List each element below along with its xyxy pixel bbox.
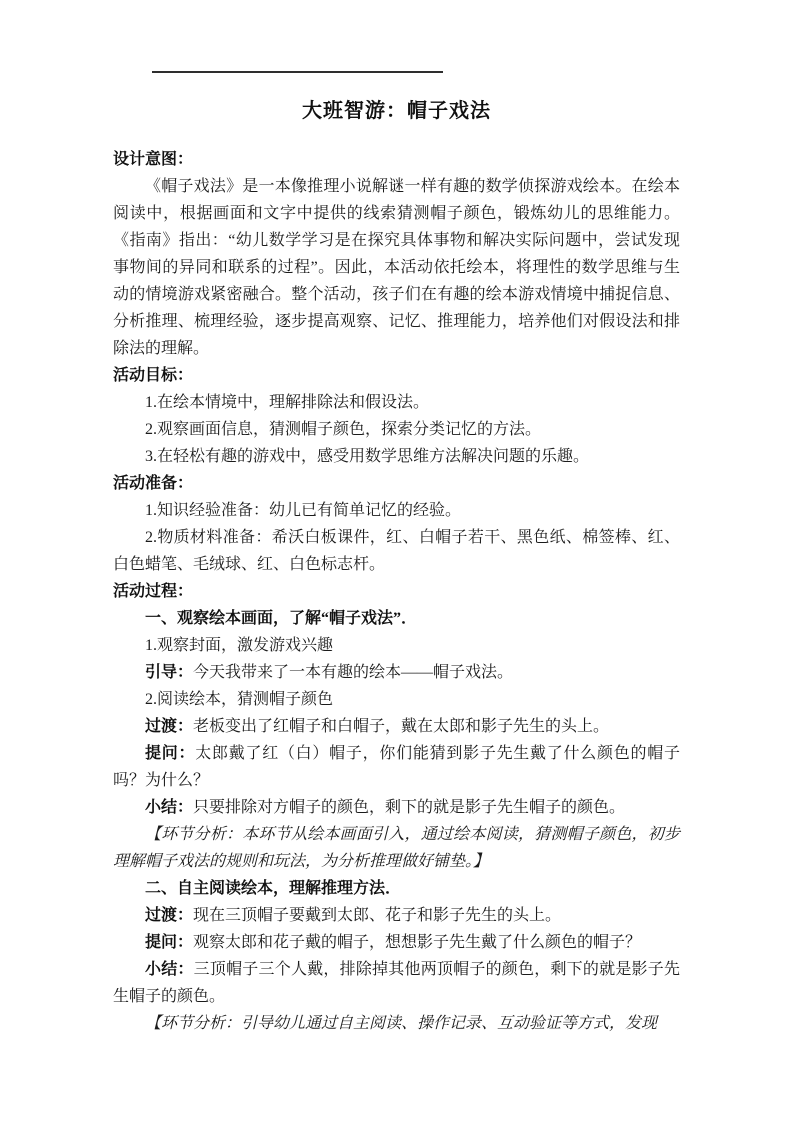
section-heading-preparation: 活动准备：: [113, 475, 194, 492]
list-item: 1.知识经验准备：幼儿已有简单记忆的经验。: [145, 502, 462, 519]
body-paragraph: 《帽子戏法》是一本像推理小说解谜一样有趣的数学侦探游戏绘本。在绘本阅读中，根据画面和文字中提供的线索猜测帽子颜色，锻炼幼儿的思维能力。《指南》指出：“幼儿数学学习是在探究具体事物和解决实际问题中，尝试发现事物间的异同和联系的过程”。因此，本活动依托绘本，将理性的数学思维与生动的情境游戏紧密融合。整个活动，孩子们在有趣的绘本游戏情境中捕捉信息、分析推理、梳理经验，逐步提高观察、记忆、推理能力，培养他们对假设法和排除法的理解。: [113, 178, 680, 357]
section-heading-process: 活动过程：: [113, 583, 194, 600]
labeled-paragraph: [113, 713, 680, 740]
paragraph-label: 提问：: [145, 934, 194, 951]
labeled-paragraph: [113, 902, 680, 929]
paragraph-label: 提问：: [145, 745, 196, 762]
labeled-paragraph: [113, 956, 680, 1010]
paragraph-label: 小结：: [145, 961, 194, 978]
section-heading-goals: 活动目标：: [113, 367, 194, 384]
paragraph-text: 老板变出了红帽子和白帽子，戴在太郎和影子先生的头上。: [193, 718, 610, 735]
paragraph-label: 过渡：: [145, 907, 194, 924]
list-item: 2.观察画面信息，猜测帽子颜色，探索分类记忆的方法。: [145, 421, 542, 438]
page-title: 大班智游：帽子戏法: [302, 100, 491, 122]
paragraph-label: 小结：: [145, 799, 194, 816]
analysis-paragraph: 【环节分析：引导幼儿通过自主阅读、操作记录、互动验证等方式，发现: [145, 1015, 658, 1032]
list-item: 1.在绘本情境中，理解排除法和假设法。: [145, 394, 430, 411]
header-rule: [152, 71, 443, 73]
paragraph-text: 今天我带来了一本有趣的绘本——帽子戏法。: [193, 664, 514, 681]
section-heading-design-intent: 设计意图：: [113, 151, 194, 168]
paragraph-text: 现在三顶帽子要戴到太郎、花子和影子先生的头上。: [193, 907, 562, 924]
list-item: 3.在轻松有趣的游戏中，感受用数学思维方法解决问题的乐趣。: [145, 448, 590, 465]
analysis-paragraph: 【环节分析：本环节从绘本画面引入，通过绘本阅读，猜测帽子颜色，初步理解帽子戏法的规则和玩法，为分析推理做好铺垫。】: [113, 826, 680, 870]
paragraph-text: 太郎戴了红（白）帽子，你们能猜到影子先生戴了什么颜色的帽子吗？为什么？: [113, 745, 680, 789]
paragraph-text: 三顶帽子三个人戴，排除掉其他两顶帽子的颜色，剩下的就是影子先生帽子的颜色。: [113, 961, 680, 1005]
labeled-paragraph: [113, 740, 680, 794]
paragraph-label: 过渡：: [145, 718, 194, 735]
paragraph-text: 观察太郎和花子戴的帽子，想想影子先生戴了什么颜色的帽子？: [193, 934, 642, 951]
sub-heading-step-1: 一、观察绘本画面，了解“帽子戏法”．: [145, 610, 418, 627]
list-item: 2.物质材料准备：希沃白板课件，红、白帽子若干、黑色纸、棉签棒、红、白色蜡笔、毛绒球、红、白色标志杆。: [113, 529, 680, 573]
paragraph-label: 引导：: [145, 664, 194, 681]
document-content: [113, 146, 680, 1037]
labeled-paragraph: [113, 794, 680, 821]
labeled-paragraph: [113, 659, 680, 686]
list-item: 2.阅读绘本，猜测帽子颜色: [145, 691, 334, 708]
labeled-paragraph: [113, 929, 680, 956]
sub-heading-step-2: 二、自主阅读绘本，理解推理方法．: [145, 880, 402, 897]
paragraph-text: 只要排除对方帽子的颜色，剩下的就是影子先生帽子的颜色。: [193, 799, 626, 816]
list-item: 1.观察封面，激发游戏兴趣: [145, 637, 334, 654]
